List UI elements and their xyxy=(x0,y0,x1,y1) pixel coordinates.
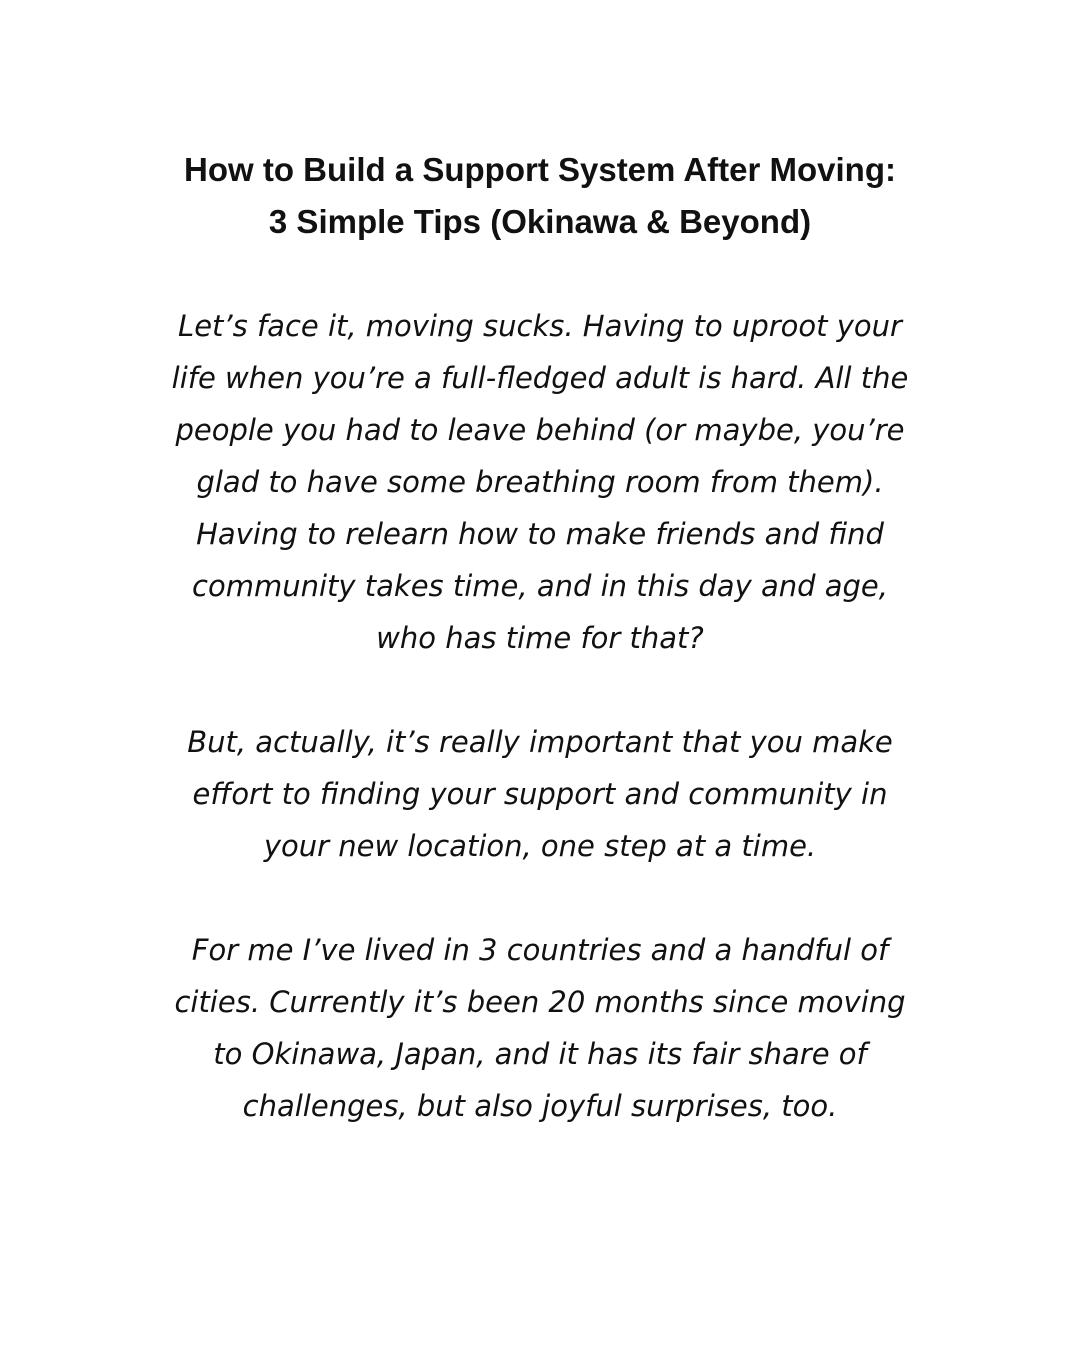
paragraph-line: effort to finding your support and community in xyxy=(192,777,888,811)
paragraph-line: to Okinawa, Japan, and it has its fair share of xyxy=(213,1037,867,1071)
paragraph-line: For me I’ve lived in 3 countries and a handful of xyxy=(191,933,889,967)
paragraph-line: Let’s face it, moving sucks. Having to uproot your xyxy=(178,309,902,343)
paragraph-line: cities. Currently it’s been 20 months since moving xyxy=(174,985,906,1019)
paragraph-line: your new location, one step at a time. xyxy=(263,829,817,863)
paragraph-line: glad to have some breathing room from them). xyxy=(196,465,884,499)
paragraph-line: community takes time, and in this day and age, xyxy=(192,569,888,603)
paragraph-line: who has time for that? xyxy=(376,621,704,655)
paragraph-line: people you had to leave behind (or maybe, you’re xyxy=(175,413,905,447)
importance-paragraph xyxy=(120,716,960,872)
intro-paragraph xyxy=(120,300,960,664)
paragraph-line: But, actually, it’s really important that you make xyxy=(187,725,893,759)
paragraph-line: Having to relearn how to make friends and find xyxy=(196,517,884,551)
paragraph-line: challenges, but also joyful surprises, too. xyxy=(242,1089,838,1123)
post-title xyxy=(100,144,980,248)
personal-paragraph xyxy=(120,924,960,1132)
title-line-2: 3 Simple Tips (Okinawa & Beyond) xyxy=(268,203,812,240)
title-line-1: How to Build a Support System After Moving: xyxy=(184,151,896,188)
paragraph-line: life when you’re a full-fledged adult is hard. All the xyxy=(171,361,909,395)
